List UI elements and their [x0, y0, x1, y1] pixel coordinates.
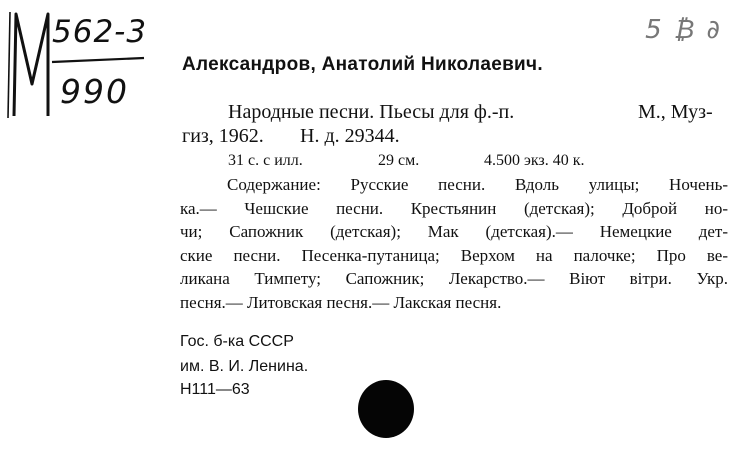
contents-line: Содержание: Русские песни. Вдоль улицы; Ночень- — [227, 175, 728, 194]
contents-line: чи; Сапожник (детская); Мак (детская).— Немецкие дет- — [180, 222, 728, 241]
print-run-price: 4.500 экз. 40 к. — [484, 152, 585, 169]
author-heading: Александров, Анатолий Николаевич. — [182, 54, 543, 75]
shelf-number-top: 562-3 — [52, 14, 148, 50]
shelf-number-bottom: 990 — [60, 72, 129, 111]
book-size: 29 см. — [378, 152, 420, 169]
library-name-cont: им. В. И. Ленина. — [180, 358, 309, 375]
library-name: Гос. б-ка СССР — [180, 333, 294, 350]
contents-line: ликана Тимпету; Сапожник; Лекарство.— Віют вітри. Укр. — [180, 269, 728, 288]
contents-note — [180, 173, 728, 314]
imprint-place: М., Муз- — [638, 101, 713, 123]
pages-count: 31 с. с илл. — [228, 152, 303, 169]
publisher-number: Н. д. 29344. — [300, 125, 400, 147]
title-line-1: Народные песни. Пьесы для ф.-п. — [228, 101, 515, 123]
corner-handwritten-note: 5 ₿ ∂ — [645, 15, 722, 45]
contents-line: ка.— Чешские песни. Крестьянин (детская); Доброй но- — [180, 198, 728, 218]
title-line-2: гиз, 1962. — [182, 125, 264, 147]
contents-line: песня.— Литовская песня.— Лакская песня. — [180, 292, 502, 312]
card-number: Н111—63 — [180, 381, 250, 398]
punch-hole — [358, 380, 414, 438]
contents-line: ские песни. Песенка-путаница; Верхом на палочке; Про ве- — [180, 245, 728, 265]
